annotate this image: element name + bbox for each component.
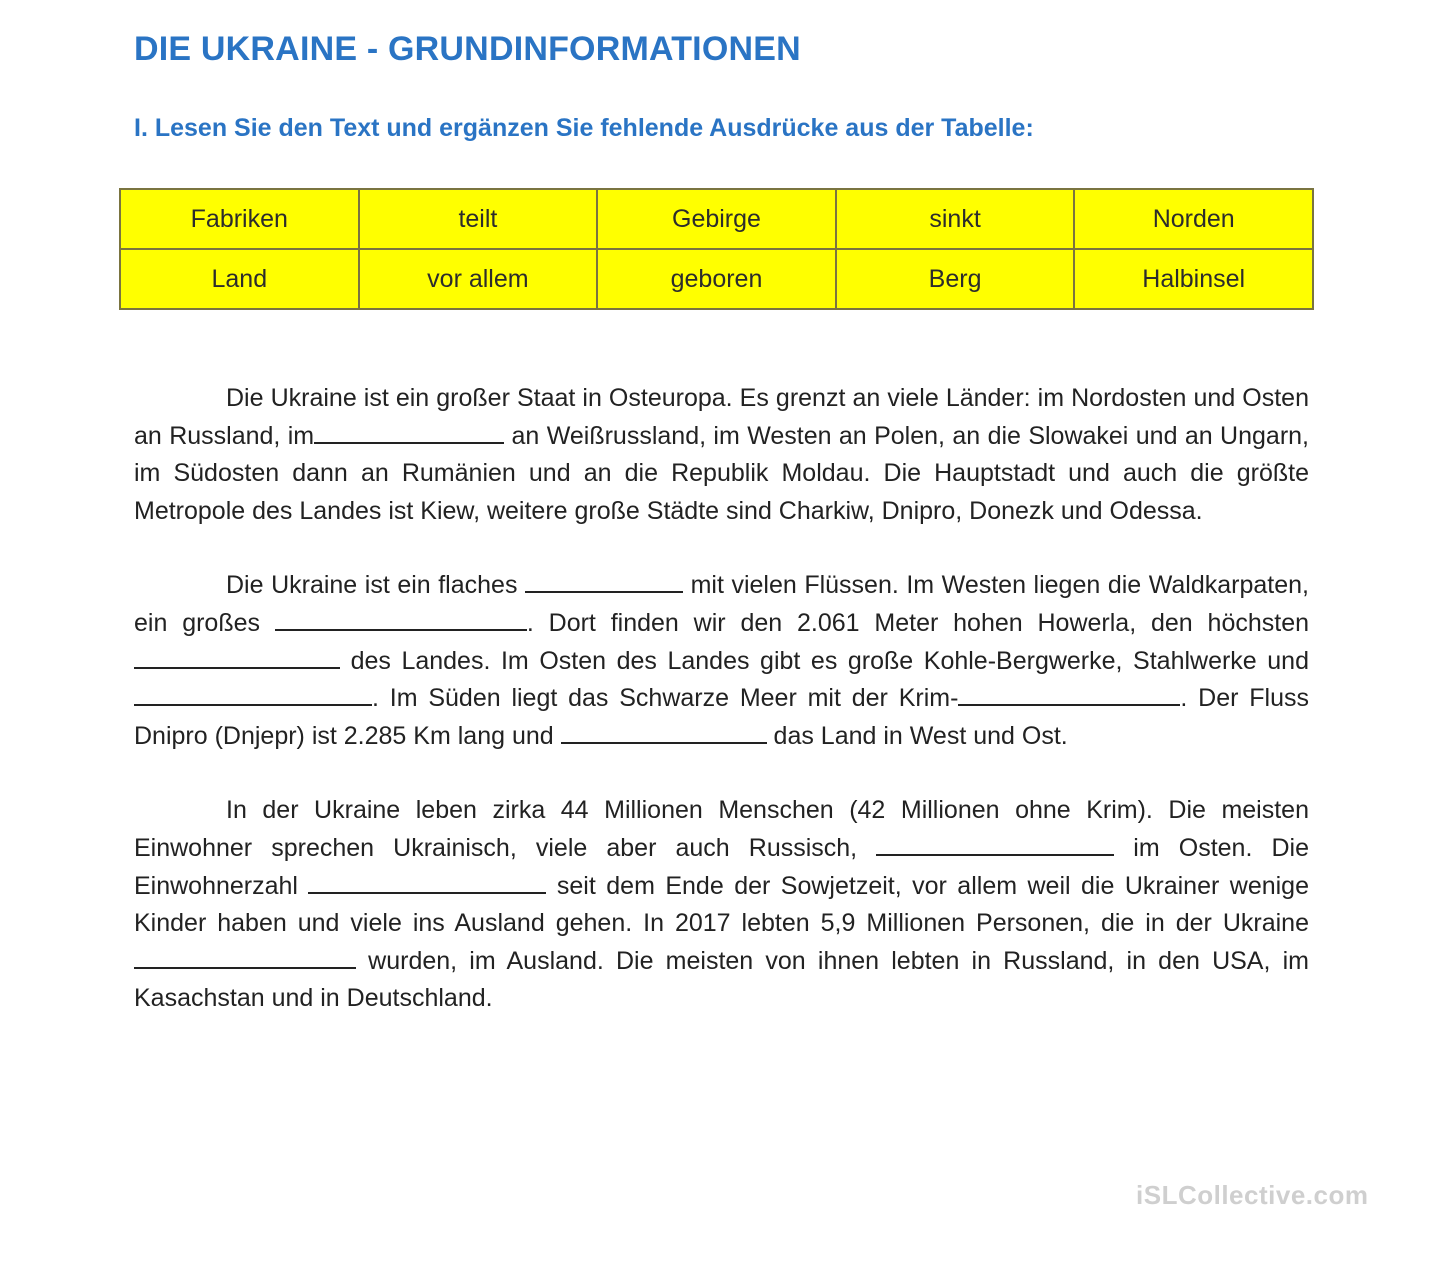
word-cell: sinkt	[836, 189, 1075, 249]
blank-gap[interactable]	[876, 832, 1114, 856]
blank-gap[interactable]	[134, 682, 372, 706]
word-cell: Fabriken	[120, 189, 359, 249]
text-body	[134, 380, 1309, 1055]
blank-gap[interactable]	[561, 720, 767, 744]
text-segment: Die Ukraine ist ein großer Staat in Osteuropa. Es grenzt an viele Länder: im Nordosten und Osten an Russland, im	[134, 384, 1309, 450]
blank-gap[interactable]	[314, 420, 504, 444]
word-cell: teilt	[359, 189, 598, 249]
text-segment: Die Ukraine ist ein flaches	[226, 571, 526, 600]
blank-gap[interactable]	[525, 569, 683, 593]
blank-gap[interactable]	[134, 645, 340, 669]
word-cell: geboren	[597, 249, 836, 309]
text-segment: im Osten. Die Einwohnerzahl	[134, 833, 1310, 900]
page-title: DIE UKRAINE - GRUNDINFORMATIONEN	[134, 30, 801, 68]
blank-gap[interactable]	[275, 607, 527, 631]
paragraph-population	[134, 792, 1309, 1018]
word-cell: Halbinsel	[1074, 249, 1313, 309]
text-segment: mit vielen Flüssen. Im Westen liegen die Waldkarpaten, ein großes	[134, 571, 1309, 637]
word-cell: vor allem	[359, 249, 598, 309]
word-cell: Berg	[836, 249, 1075, 309]
blank-gap[interactable]	[958, 682, 1180, 706]
paragraph-geography	[134, 567, 1309, 755]
word-cell: Land	[120, 249, 359, 309]
text-segment: . Dort finden wir den 2.061 Meter hohen Howerla, den höchsten	[526, 608, 1310, 637]
text-segment: wurden, im Ausland. Die meisten von ihnen lebten in Russland, in den USA, im Kasachstan und in Deutschland.	[134, 946, 1309, 1013]
text-segment: . Im Süden liegt das Schwarze Meer mit der Krim-	[372, 684, 959, 713]
word-cell: Norden	[1074, 189, 1313, 249]
text-segment: an Weißrussland, im Westen an Polen, an die Slowakei und an Ungarn, im Südosten dann an Rumänien und an die Republik Moldau. Die Hauptstadt und auch die größte Metropole des Landes ist Kiew, weitere große Städte sind Charkiw, Dnipro, Donezk und Odessa.	[134, 421, 1309, 525]
blank-gap[interactable]	[134, 945, 356, 969]
site-watermark: iSLCollective.com	[1136, 1180, 1369, 1210]
exercise-instruction: I. Lesen Sie den Text und ergänzen Sie fehlende Ausdrücke aus der Tabelle:	[134, 114, 1034, 142]
text-segment: In der Ukraine leben zirka 44 Millionen Menschen (42 Millionen ohne Krim). Die meisten Einwohner sprechen Ukrainisch, viele aber auch Russisch,	[134, 796, 1309, 862]
text-segment: seit dem Ende der Sowjetzeit, vor allem weil die Ukrainer wenige Kinder haben und viele ins Ausland gehen. In 2017 lebten 5,9 Millionen Personen, die in der Ukraine	[134, 871, 1309, 938]
text-segment: das Land in West und Ost.	[766, 721, 1068, 750]
word-cell: Gebirge	[597, 189, 836, 249]
text-segment: . Der Fluss Dnipro (Dnjepr) ist 2.285 Km lang und	[134, 684, 1309, 750]
text-segment: des Landes. Im Osten des Landes gibt es große Kohle-Bergwerke, Stahlwerke und	[340, 646, 1309, 675]
table-row	[120, 189, 1313, 249]
table-row	[120, 249, 1313, 309]
word-bank-table	[119, 188, 1314, 310]
blank-gap[interactable]	[308, 870, 546, 894]
paragraph-borders	[134, 380, 1309, 530]
